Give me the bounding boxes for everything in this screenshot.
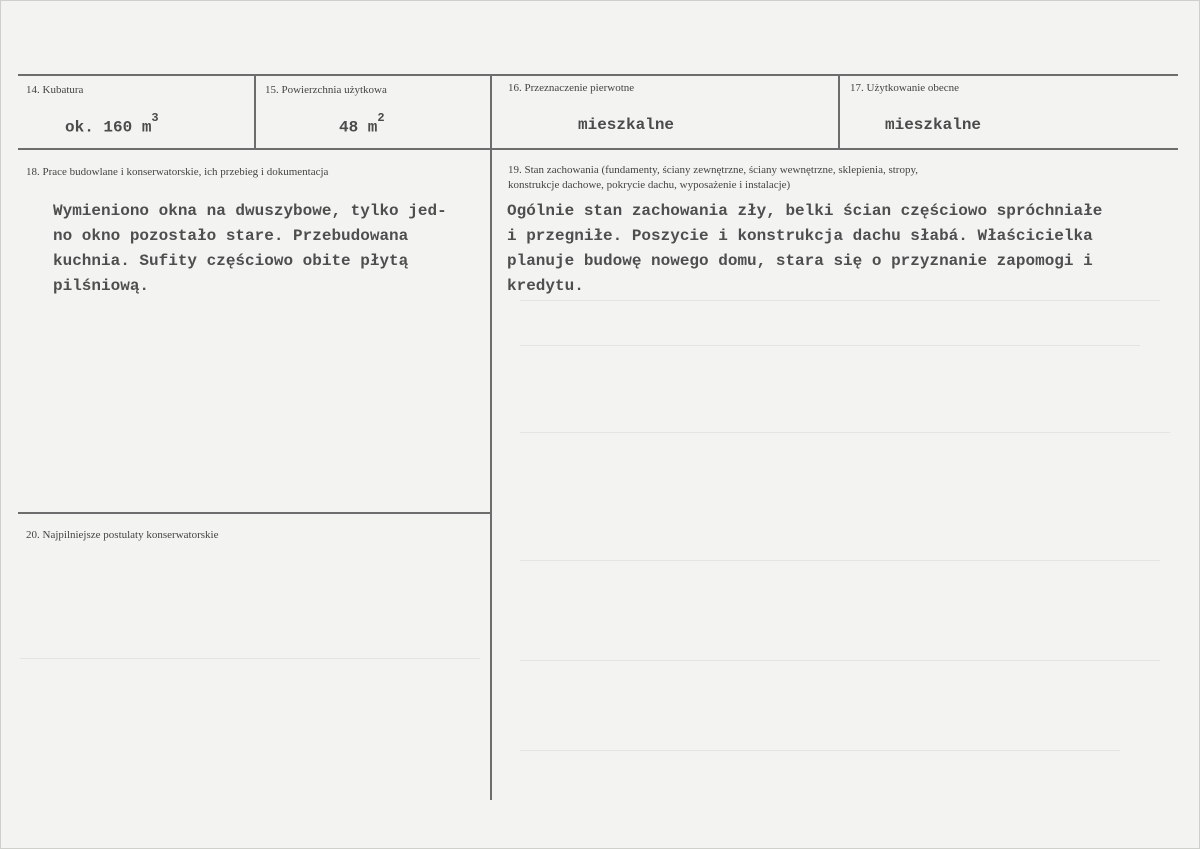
prace-line: Wymieniono okna na dwuszybowe, tylko jed- [53, 202, 447, 220]
prace-line: kuchnia. Sufity częściowo obite płytą [53, 252, 409, 270]
uzytkowanie-label: 17. Użytkowanie obecne [850, 82, 960, 94]
kubatura-value [65, 111, 159, 137]
powierzchnia-value [339, 111, 385, 137]
prace-line: pilśniową. [53, 277, 150, 295]
prace-label: 18. Prace budowlane i konserwatorskie, ich przebieg i dokumentacja [26, 166, 329, 178]
powierzchnia-exponent: 2 [377, 111, 385, 125]
show-through-line [520, 432, 1170, 433]
stan-line: Ogólnie stan zachowania zły, belki ścian częściowo spróchniałe [507, 202, 1103, 220]
col-divider-2 [490, 74, 492, 800]
stan-line: planuje budowę nowego domu, stara się o przyznanie zapomogi i [507, 252, 1093, 270]
show-through-line [20, 658, 480, 659]
postulaty-divider [18, 512, 490, 514]
stan-label-line-1: 19. Stan zachowania (fundamenty, ściany zewnętrzne, ściany wewnętrzne, sklepienia, stropy, [508, 164, 919, 176]
stan-line: kredytu. [507, 277, 584, 295]
show-through-line [520, 345, 1140, 346]
show-through-line [520, 560, 1160, 561]
przeznaczenie-value: mieszkalne [578, 116, 675, 134]
kubatura-value-text: ok. 160 m [65, 118, 152, 137]
show-through-line [520, 300, 1160, 301]
top-rule [18, 74, 1178, 76]
col-divider-1 [254, 74, 256, 150]
kubatura-exponent: 3 [151, 111, 159, 125]
stan-line: i przegniłe. Poszycie i konstrukcja dachu słabá. Właścicielka [507, 227, 1093, 245]
prace-line: no okno pozostało stare. Przebudowana [53, 227, 409, 245]
powierzchnia-value-text: 48 m [339, 118, 378, 137]
powierzchnia-label: 15. Powierzchnia użytkowa [265, 84, 387, 96]
uzytkowanie-value: mieszkalne [885, 116, 982, 134]
show-through-line [520, 750, 1120, 751]
przeznaczenie-label: 16. Przeznaczenie pierwotne [508, 82, 635, 94]
postulaty-label: 20. Najpilniejsze postulaty konserwatorskie [26, 529, 219, 541]
col-divider-3 [838, 74, 840, 150]
row-divider [18, 148, 1178, 150]
show-through-line [520, 660, 1160, 661]
kubatura-label: 14. Kubatura [26, 84, 84, 96]
stan-label-line-2: konstrukcje dachowe, pokrycie dachu, wyposażenie i instalacje) [508, 179, 791, 191]
